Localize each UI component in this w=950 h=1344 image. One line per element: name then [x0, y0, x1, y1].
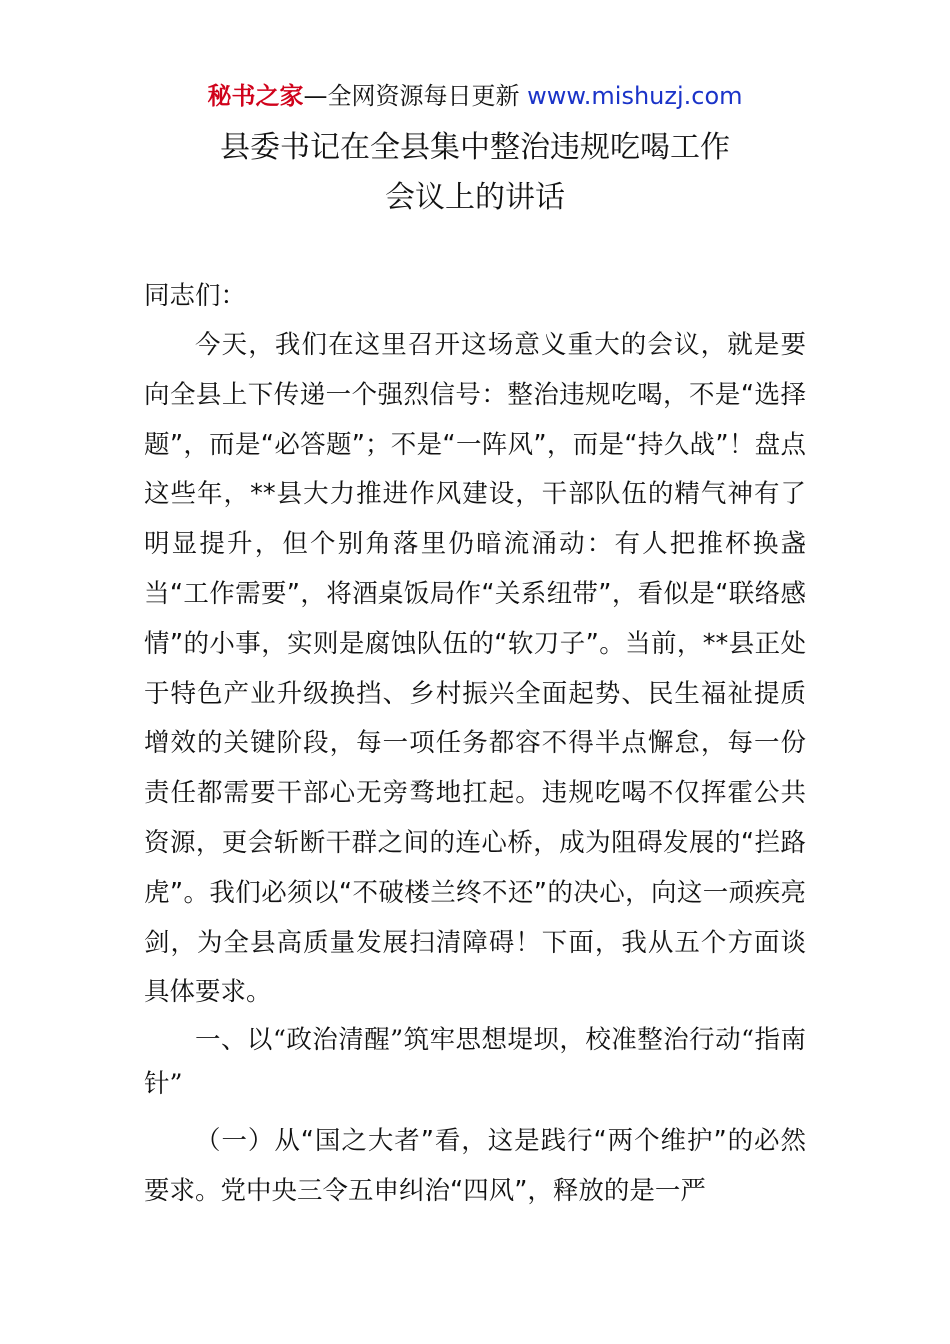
site-header	[0, 80, 950, 112]
header-tagline: —全网资源每日更新	[303, 82, 528, 110]
document-title-line2: 会议上的讲话	[385, 180, 565, 215]
brand-name: 秘书之家	[207, 82, 304, 110]
paragraph-intro: 今天，我们在这里召开这场意义重大的会议，就是要向全县上下传递一个强烈信号：整治违规吃喝，不是“选择题”，而是“必答题”；不是“一阵风”，而是“持久战”！盘点这些年，**县大力推进作风建设，干部队伍的精气神有了明显提升，但个别角落里仍暗流涌动：有人把推杯换盏当“工作需要”，将酒桌饭局作“关系纽带”，看似是“联络感情”的小事，实则是腐蚀队伍的“软刀子”。当前，**县正处于特色产业升级换挡、乡村振兴全面起势、民生福祉提质增效的关键阶段，每一项任务都容不得半点懈怠，每一份责任都需要干部心无旁骛地扛起。违规吃喝不仅挥霍公共资源，更会斩断干群之间的连心桥，成为阻碍发展的“拦路虎”。我们必须以“不破楼兰终不还”的决心，向这一顽疾亮剑，为全县高质量发展扫清障碍！下面，我从五个方面谈具体要求。	[144, 330, 806, 1008]
document-title-line1: 县委书记在全县集中整治违规吃喝工作	[220, 130, 730, 165]
section-heading-1: 一、以“政治清醒”筑牢思想堤坝，校准整治行动“指南针”	[144, 1025, 806, 1099]
paragraph-section-1-1: （一）从“国之大者”看，这是践行“两个维护”的必然要求。党中央三令五申纠治“四风”，释放的是一严	[144, 1126, 806, 1206]
salutation: 同志们：	[144, 281, 247, 311]
site-url-link[interactable]: www.mishuzj.com	[527, 82, 743, 110]
